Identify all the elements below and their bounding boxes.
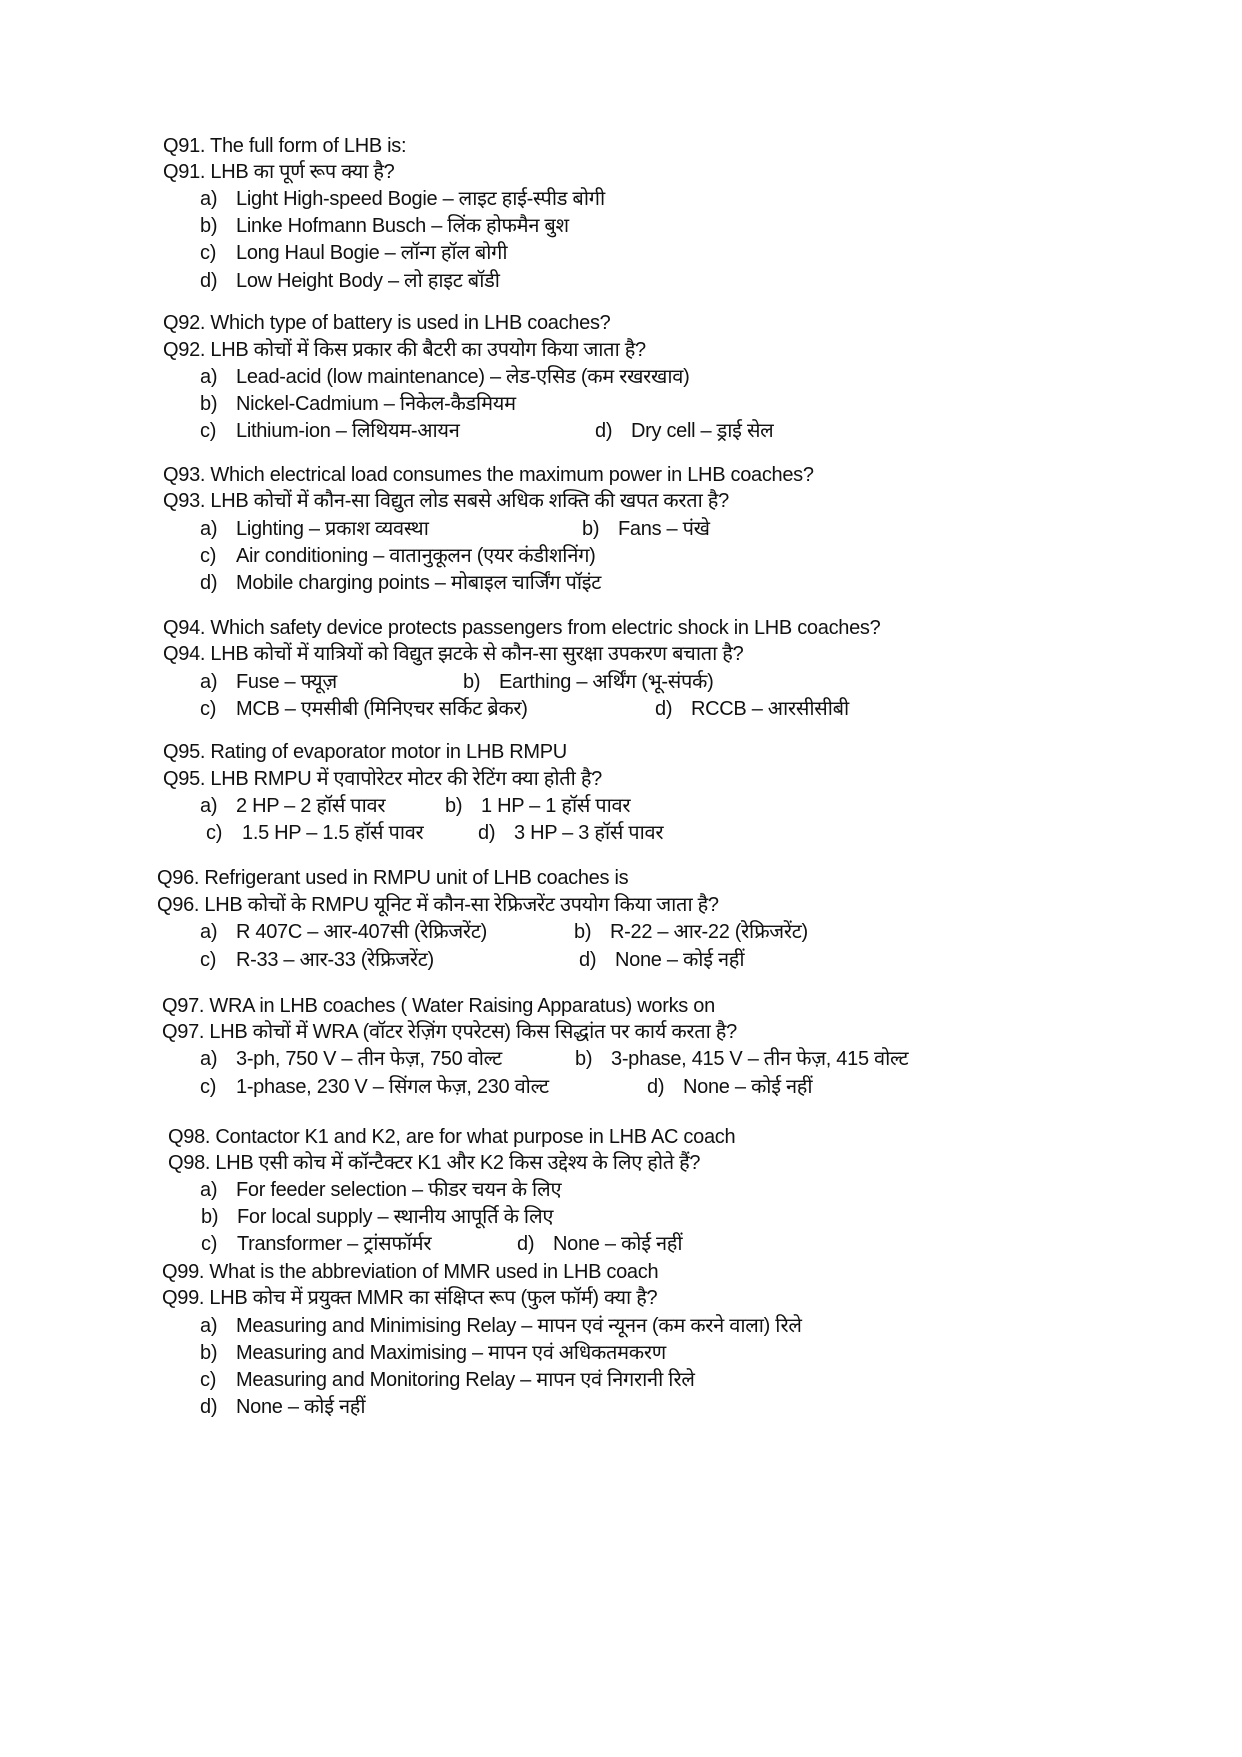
option-b [200,391,516,417]
option-c [200,947,434,973]
option-label: b) [574,921,592,943]
option-text: Fuse – फ्यूज़ [236,671,337,693]
option-b [574,919,808,945]
option-a [200,669,337,695]
option-text: Measuring and Monitoring Relay – मापन एवं निगरानी रिले [236,1369,695,1391]
option-text: Long Haul Bogie – लॉन्ग हॉल बोगी [236,242,508,264]
option-label: b) [463,671,481,693]
option-d [200,268,500,294]
question-hindi: Q97. LHB कोचों में WRA (वॉटर रेज़िंग एपरेटस) किस सिद्धांत पर कार्य करता है? [162,1021,737,1043]
option-label: d) [200,572,218,594]
question-hindi: Q93. LHB कोचों में कौन-सा विद्युत लोड सबसे अधिक शक्ति की खपत करता है? [163,490,729,512]
option-a [200,516,429,542]
option-label: a) [200,1315,218,1337]
option-text: 1-phase, 230 V – सिंगल फेज़, 230 वोल्ट [236,1076,549,1098]
option-d [517,1231,682,1257]
option-text: MCB – एमसीबी (मिनिएचर सर्किट ब्रेकर) [236,698,528,720]
option-text: Light High-speed Bogie – लाइट हाई-स्पीड बोगी [236,188,605,210]
option-label: a) [200,366,218,388]
option-text: RCCB – आरसीसीबी [691,698,849,720]
option-label: a) [200,188,218,210]
option-b [200,1340,666,1366]
option-text: None – कोई नहीं [615,949,745,971]
option-d [655,696,849,722]
option-label: c) [201,1233,218,1255]
option-label: c) [200,242,217,264]
option-a [200,1046,502,1072]
option-label: c) [200,1076,217,1098]
question-english: Q97. WRA in LHB coaches ( Water Raising Apparatus) works on [162,995,715,1017]
option-label: c) [206,822,223,844]
question-hindi: Q98. LHB एसी कोच में कॉन्टैक्टर K1 और K2 किस उद्देश्य के लिए होते हैं? [168,1152,701,1174]
option-label: d) [647,1076,665,1098]
option-text: Lighting – प्रकाश व्यवस्था [236,518,429,540]
option-label: c) [200,698,217,720]
option-label: b) [200,215,218,237]
option-text: Air conditioning – वातानुकूलन (एयर कंडीशनिंग) [236,545,596,567]
option-label: c) [200,420,217,442]
option-label: b) [445,795,463,817]
option-label: d) [478,822,496,844]
question-hindi: Q92. LHB कोचों में किस प्रकार की बैटरी का उपयोग किया जाता है? [163,339,646,361]
option-b [582,516,710,542]
option-text: None – कोई नहीं [553,1233,683,1255]
option-a [200,1177,561,1203]
option-a [200,186,605,212]
option-label: a) [200,518,218,540]
option-label: c) [200,949,217,971]
question-hindi: Q94. LHB कोचों में यात्रियों को विद्युत झटके से कौन-सा सुरक्षा उपकरण बचाता है? [163,643,744,665]
option-label: d) [200,1396,218,1418]
option-label: c) [200,1369,217,1391]
option-b [575,1046,908,1072]
option-label: a) [200,921,218,943]
option-d [579,947,744,973]
question-english: Q96. Refrigerant used in RMPU unit of LHB coaches is [157,867,629,889]
option-d [595,418,773,444]
option-text: 3-phase, 415 V – तीन फेज़, 415 वोल्ट [611,1048,909,1070]
option-text: Lithium-ion – लिथियम-आयन [236,420,460,442]
option-label: a) [200,1048,218,1070]
option-label: d) [517,1233,535,1255]
option-b [201,1204,553,1230]
option-label: c) [200,545,217,567]
option-text: For local supply – स्थानीय आपूर्ति के लिए [237,1206,554,1228]
option-d [200,570,601,596]
question-english: Q94. Which safety device protects passengers from electric shock in LHB coaches? [163,617,881,639]
option-text: None – कोई नहीं [236,1396,366,1418]
option-text: For feeder selection – फीडर चयन के लिए [236,1179,562,1201]
option-c [200,1074,549,1100]
option-a [200,1313,802,1339]
option-text: 3 HP – 3 हॉर्स पावर [514,822,664,844]
option-text: Low Height Body – लो हाइट बॉडी [236,270,500,292]
option-label: b) [575,1048,593,1070]
option-c [201,1231,431,1257]
option-label: d) [595,420,613,442]
option-a [200,919,487,945]
option-text: Fans – पंखे [618,518,710,540]
option-text: None – कोई नहीं [683,1076,813,1098]
question-hindi: Q99. LHB कोच में प्रयुक्त MMR का संक्षिप्त रूप (फुल फॉर्म) क्या है? [162,1287,658,1309]
option-d [647,1074,812,1100]
option-label: b) [582,518,600,540]
option-c [200,543,596,569]
option-text: Mobile charging points – मोबाइल चार्जिंग पॉइंट [236,572,602,594]
option-label: a) [200,1179,218,1201]
option-text: Earthing – अर्थिंग (भू-संपर्क) [499,671,714,693]
option-b [445,793,630,819]
option-label: d) [200,270,218,292]
option-b [463,669,713,695]
option-label: d) [655,698,673,720]
question-english: Q92. Which type of battery is used in LHB coaches? [163,312,611,334]
option-text: Linke Hofmann Busch – लिंक होफमैन बुश [236,215,569,237]
option-text: Dry cell – ड्राई सेल [631,420,774,442]
question-english: Q98. Contactor K1 and K2, are for what purpose in LHB AC coach [168,1126,736,1148]
option-d [200,1394,365,1420]
question-hindi: Q95. LHB RMPU में एवापोरेटर मोटर की रेटिंग क्या होती है? [163,768,602,790]
option-text: R-22 – आर-22 (रेफ्रिजरेंट) [610,921,808,943]
question-hindi: Q91. LHB का पूर्ण रूप क्या है? [163,161,395,183]
option-c [206,820,423,846]
option-b [200,213,569,239]
option-text: 1.5 HP – 1.5 हॉर्स पावर [242,822,424,844]
option-label: d) [579,949,597,971]
option-label: b) [200,393,218,415]
question-english: Q91. The full form of LHB is: [163,135,407,157]
question-hindi: Q96. LHB कोचों के RMPU यूनिट में कौन-सा रेफ्रिजरेंट उपयोग किया जाता है? [157,894,719,916]
option-text: R-33 – आर-33 (रेफ्रिजरेंट) [236,949,434,971]
question-english: Q95. Rating of evaporator motor in LHB RMPU [163,741,567,763]
option-label: a) [200,795,218,817]
option-text: Measuring and Minimising Relay – मापन एवं न्यूनन (कम करने वाला) रिले [236,1315,802,1337]
option-text: 2 HP – 2 हॉर्स पावर [236,795,386,817]
option-d [478,820,663,846]
option-text: 3-ph, 750 V – तीन फेज़, 750 वोल्ट [236,1048,502,1070]
option-text: Measuring and Maximising – मापन एवं अधिकतमकरण [236,1342,666,1364]
option-c [200,1367,695,1393]
option-c [200,696,528,722]
option-c [200,240,507,266]
option-c [200,418,460,444]
option-label: a) [200,671,218,693]
option-a [200,793,385,819]
option-text: Lead-acid (low maintenance) – लेड-एसिड (कम रखरखाव) [236,366,690,388]
option-label: b) [200,1342,218,1364]
option-text: R 407C – आर-407सी (रेफ्रिजरेंट) [236,921,487,943]
question-english: Q99. What is the abbreviation of MMR used in LHB coach [162,1261,659,1283]
option-text: Transformer – ट्रांसफॉर्मर [237,1233,432,1255]
option-text: 1 HP – 1 हॉर्स पावर [481,795,631,817]
question-english: Q93. Which electrical load consumes the maximum power in LHB coaches? [163,464,814,486]
option-a [200,364,689,390]
option-text: Nickel-Cadmium – निकेल-कैडमियम [236,393,516,415]
option-label: b) [201,1206,219,1228]
